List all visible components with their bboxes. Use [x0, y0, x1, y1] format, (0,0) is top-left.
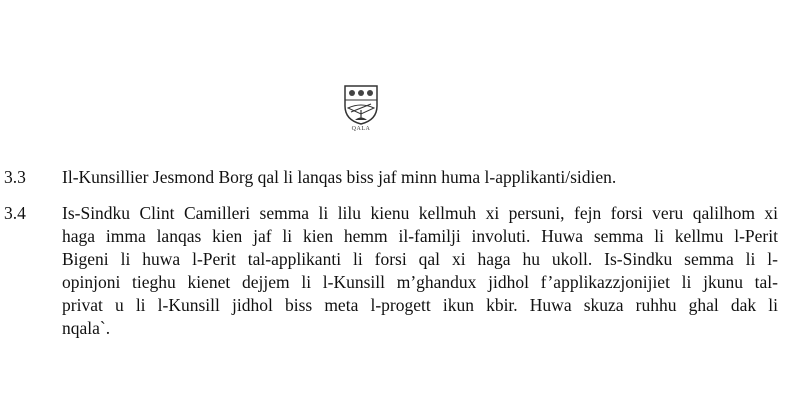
paragraph-line: haga imma lanqas kien jaf li kien hemm il-familji involuti. Huwa semma li kellmu l-Perit	[62, 226, 778, 246]
paragraph-line: Is-Sindku Clint Camilleri semma li lilu kienu kellmuh xi persuni, fejn forsi veru qalilhom xi	[62, 203, 778, 223]
paragraph-line: Il-Kunsillier Jesmond Borg qal li lanqas biss jaf minn huma l-applikanti/sidien.	[62, 167, 617, 187]
paragraph-number: 3.3	[4, 167, 26, 187]
crest-shield-icon	[343, 84, 379, 126]
paragraph-line: privat u li l-Kunsill jidhol biss meta l-progett ikun kbir. Huwa skuza ruhhu ghal dak li	[62, 295, 778, 315]
paragraph-line: nqala`.	[62, 318, 111, 338]
council-crest-logo	[340, 84, 382, 136]
paragraph-line: opinjoni tieghu kienet dejjem li l-Kunsill m’ghandux jidhol f’applikazzjonijiet li jkunu tal-	[62, 272, 778, 292]
paragraph-line: Bigeni li huwa l-Perit tal-applikanti li forsi qal xi haga hu ukoll. Is-Sindku semma li l-	[62, 249, 778, 269]
paragraph-number: 3.4	[4, 203, 26, 223]
logo-text: QALA	[351, 126, 371, 132]
